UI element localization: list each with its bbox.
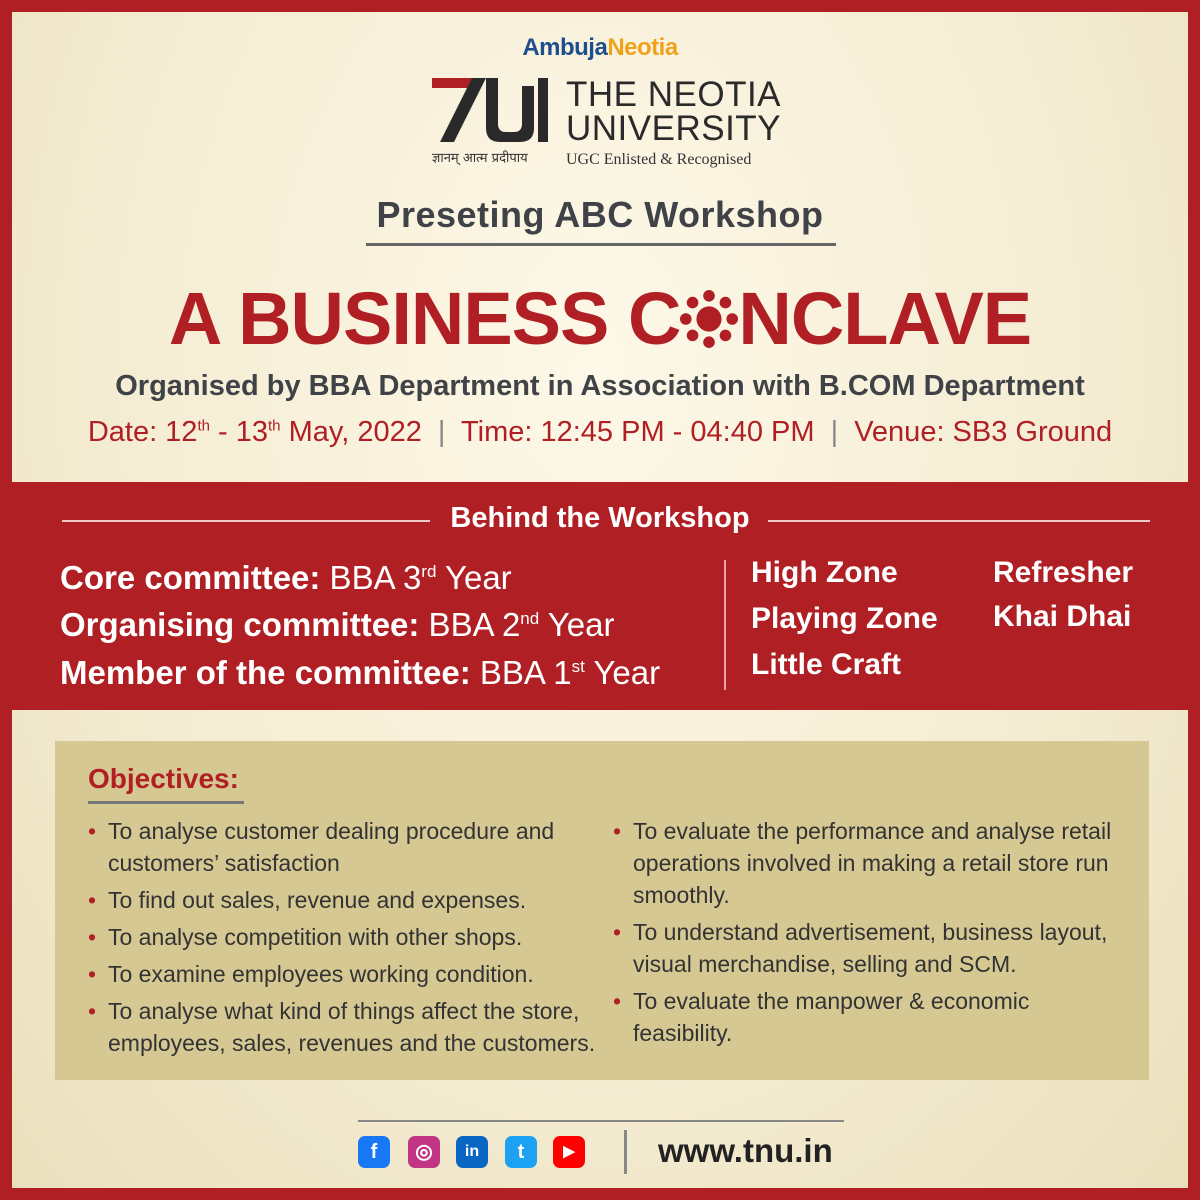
event-date: Date: 12th - 13th May, 2022	[87, 416, 422, 448]
presenting-heading: Preseting ABC Workshop	[376, 194, 824, 235]
event-time: Time: 12:45 PM - 04:40 PM	[461, 416, 815, 448]
objective-item: • To understand advertisement, business layout, visual merchandise, selling and SCM.	[613, 916, 1113, 980]
twitter-icon[interactable]: t	[505, 1136, 537, 1168]
zone-item: High Zone	[751, 556, 898, 589]
zone-item: Little Craft	[751, 648, 901, 681]
university-name: THE NEOTIA UNIVERSITY	[566, 75, 782, 148]
event-title: A BUSINESS C NCLAVE	[168, 277, 1032, 360]
linkedin-icon[interactable]: in	[456, 1136, 488, 1168]
objectives-list-left	[88, 815, 608, 1064]
youtube-icon[interactable]: ▶	[553, 1136, 585, 1168]
zone-item: Khai Dhai	[993, 600, 1132, 633]
presenting-underline	[366, 243, 836, 246]
objective-item: • To examine employees working condition.	[88, 958, 608, 990]
footer-divider	[358, 1120, 844, 1122]
objective-item: • To analyse competition with other shops.	[88, 921, 608, 953]
band-vertical-divider	[724, 560, 726, 690]
objective-item: • To find out sales, revenue and expenses.	[88, 884, 608, 916]
objectives-title: Objectives:	[88, 763, 239, 794]
footer-separator	[624, 1130, 627, 1174]
event-details	[0, 416, 1200, 449]
behind-workshop-band	[0, 482, 1200, 710]
university-subtitle: UGC Enlisted & Recognised	[566, 151, 752, 168]
objective-item: • To evaluate the performance and analyse retail operations involved in making a retail store run smoothly.	[613, 815, 1113, 911]
tnu-logo-icon	[432, 78, 552, 142]
zone-item: Refresher	[993, 556, 1134, 589]
objectives-list-right	[613, 815, 1113, 1054]
instagram-icon[interactable]: ◎	[408, 1136, 440, 1168]
organiser-line: Organised by BBA Department in Association with B.COM Department	[115, 370, 1085, 402]
objectives-underline	[88, 801, 244, 804]
committee-core: Core committee: BBA 3rd Year	[60, 559, 512, 596]
people-circle-icon	[680, 290, 738, 348]
website-link[interactable]: www.tnu.in	[658, 1132, 833, 1169]
behind-workshop-title: Behind the Workshop	[450, 502, 750, 534]
zone-item: Playing Zone	[751, 602, 938, 635]
committee-member: Member of the committee: BBA 1st Year	[60, 654, 661, 691]
event-venue: Venue: SB3 Ground	[854, 416, 1113, 448]
objective-item: • To analyse customer dealing procedure and customers’ satisfaction	[88, 815, 608, 879]
separator: |	[437, 416, 446, 448]
objective-item: • To evaluate the manpower & economic feasibility.	[613, 985, 1113, 1049]
ambuja-neotia-logo: AmbujaNeotia	[522, 34, 678, 61]
separator: |	[830, 416, 839, 448]
objective-item: • To analyse what kind of things affect the store, employees, sales, revenues and the customers.	[88, 995, 608, 1059]
committee-organising: Organising committee: BBA 2nd Year	[60, 606, 615, 643]
university-motto: ज्ञानम् आत्म प्रदीपाय	[432, 151, 528, 166]
objectives-panel	[55, 741, 1149, 1080]
university-logo	[432, 75, 782, 170]
facebook-icon[interactable]: f	[358, 1136, 390, 1168]
